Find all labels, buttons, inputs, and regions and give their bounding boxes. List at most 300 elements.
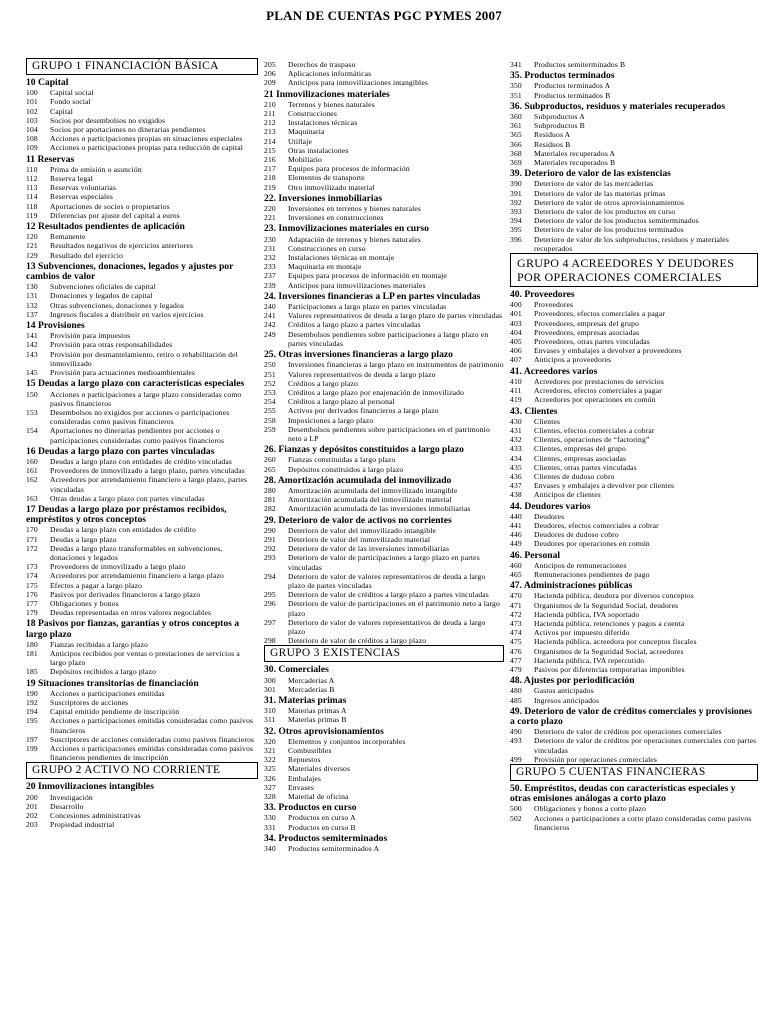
account-item (26, 599, 258, 608)
account-name: Hacienda pública, IVA repercutido (534, 655, 645, 665)
account-item (264, 737, 504, 746)
account-item (26, 202, 258, 211)
account-code: 171 (26, 534, 38, 544)
account-name: Subproductos B (534, 121, 585, 131)
account-item (510, 727, 758, 736)
account-code: 153 (26, 407, 38, 417)
account-item (510, 60, 758, 69)
account-item (26, 811, 258, 820)
account-name: Deterioro de valor de los productos terminados (534, 225, 684, 235)
account-item (510, 512, 758, 521)
account-item (510, 130, 758, 139)
account-code: 141 (26, 331, 38, 341)
account-code: 490 (510, 727, 522, 737)
account-code: 109 (26, 143, 38, 153)
account-code: 350 (510, 81, 522, 91)
account-item (510, 112, 758, 121)
account-code: 113 (26, 183, 38, 193)
account-name: Capital (50, 106, 73, 116)
account-item (510, 637, 758, 646)
account-name: Productos semiterminados B (534, 60, 626, 69)
account-name: Participaciones a largo plazo en partes vinculadas (288, 302, 447, 312)
account-heading: 25. Otras inversiones financieras a largo plazo (264, 349, 453, 361)
account-code: 369 (510, 158, 522, 168)
account-code: 137 (26, 309, 38, 319)
account-code: 485 (510, 695, 522, 705)
account-code: 177 (26, 598, 38, 608)
account-item (26, 590, 258, 599)
account-name: Repuestos (288, 755, 321, 765)
account-item (26, 581, 258, 590)
account-name: Reservas especiales (50, 192, 113, 202)
account-name: Deterioro de valor de créditos por operaciones comerciales con partes vinculadas (534, 736, 757, 755)
account-name: Organismos de la Seguridad Social, deudores (534, 600, 679, 610)
account-code: 214 (264, 136, 276, 146)
account-code: 232 (264, 253, 276, 263)
account-code: 185 (26, 667, 38, 677)
account-heading: 11 Reservas (26, 153, 75, 165)
account-code: 441 (510, 520, 522, 530)
account-code: 330 (264, 813, 276, 823)
account-name: Deterioro de valor de las inversiones inmobiliarias (288, 544, 450, 554)
account-code: 310 (264, 706, 276, 716)
account-item (26, 457, 258, 466)
account-name: Suscriptores de acciones (50, 698, 129, 707)
account-code: 327 (264, 782, 276, 792)
account-name: Subvenciones oficiales de capital (50, 282, 156, 292)
account-name: Obligaciones y bonos a corto plazo (534, 804, 647, 814)
account-name: Deterioro de valor de otros aprovisionamientos (534, 197, 685, 207)
account-name: Deterioro de valor de los productos en curso (534, 207, 676, 217)
account-item (264, 535, 504, 544)
account-name: Activos por derivados financieros a largo plazo (288, 406, 439, 416)
account-item (264, 465, 504, 474)
account-heading: 43. Clientes (510, 405, 558, 417)
account-name: Deudores, efectos comerciales a cobrar (534, 520, 659, 530)
account-name: Productos en curso A (288, 813, 356, 823)
account-name: Desarrollo (50, 801, 84, 811)
account-name: Productos en curso B (288, 822, 356, 832)
account-heading: 49. Deterioro de valor de créditos comerciales y provisiones a corto plazo (510, 705, 753, 727)
account-code: 474 (510, 628, 522, 638)
account-code: 195 (26, 716, 38, 726)
account-code: 476 (510, 646, 522, 656)
account-name: Hacienda pública, deudora por diversos conceptos (534, 591, 694, 601)
account-code: 265 (264, 464, 276, 474)
account-code: 209 (264, 78, 276, 88)
account-code: 405 (510, 337, 522, 347)
account-name: Otras subvenciones, donaciones y legados (50, 300, 185, 310)
account-name: Investigación (50, 792, 93, 802)
account-item (510, 81, 758, 90)
account-name: Hacienda pública, retenciones y pagos a cuenta (534, 618, 685, 628)
account-name: Obligaciones y bonos (50, 598, 119, 608)
account-heading: 15 Deudas a largo plazo con características especiales (26, 378, 245, 390)
account-item (26, 211, 258, 220)
account-item (264, 330, 504, 348)
account-item (264, 281, 504, 290)
account-heading: 22. Inversiones inmobiliarias (264, 192, 383, 204)
account-code: 251 (264, 369, 276, 379)
account-name: Materiales recuperados B (534, 158, 616, 168)
account-code: 502 (510, 813, 522, 823)
account-code: 200 (26, 792, 38, 802)
account-code: 129 (26, 250, 38, 260)
account-code: 325 (264, 764, 276, 774)
account-name: Envases y embalajes a devolver por clientes (534, 481, 675, 491)
account-item (264, 406, 504, 415)
account-item (510, 179, 758, 188)
account-name: Ingresos fiscales a distribuir en varios ejercicios (50, 309, 204, 319)
account-heading: 23. Inmovilizaciones materiales en curso (264, 223, 429, 235)
account-code: 395 (510, 225, 522, 235)
account-code: 118 (26, 201, 38, 211)
account-item (264, 572, 504, 590)
account-code: 230 (264, 234, 276, 244)
account-code: 295 (264, 590, 276, 600)
account-code: 172 (26, 543, 38, 553)
account-code: 431 (510, 425, 522, 435)
account-item (26, 426, 258, 444)
account-name: Efectos a pagar a largo plazo (50, 580, 143, 590)
account-name: Provisión por operaciones comerciales (534, 754, 658, 764)
account-code: 294 (264, 571, 276, 581)
account-name: Reservas voluntarias (50, 183, 117, 193)
account-name: Anticipos a proveedores (534, 355, 612, 365)
account-item (510, 656, 758, 665)
account-item (264, 204, 504, 213)
account-item (26, 134, 258, 143)
account-name: Concesiones administrativas (50, 811, 141, 821)
account-code: 215 (264, 145, 276, 155)
account-item (26, 232, 258, 241)
account-item (510, 530, 758, 539)
account-code: 311 (264, 715, 276, 725)
account-item (26, 310, 258, 319)
account-item (510, 561, 758, 570)
account-name: Otras deudas a largo plazo con partes vinculadas (50, 493, 205, 503)
account-item (26, 368, 258, 377)
account-code: 142 (26, 340, 38, 350)
account-name: Materias primas B (288, 715, 347, 725)
account-code: 321 (264, 746, 276, 756)
account-item (510, 300, 758, 309)
account-code: 281 (264, 495, 276, 505)
account-name: Depósitos constituidos a largo plazo (288, 464, 404, 474)
account-item (264, 320, 504, 329)
account-code: 239 (264, 280, 276, 290)
account-heading: 20 Inmovilizaciones intangibles (26, 781, 154, 793)
account-item (26, 667, 258, 676)
account-code: 206 (264, 69, 276, 79)
account-item (264, 173, 504, 182)
account-heading: 35. Productos terminados (510, 70, 615, 82)
account-code: 500 (510, 804, 522, 814)
account-item (264, 504, 504, 513)
account-item (264, 774, 504, 783)
account-name: Resultado del ejercicio (50, 250, 124, 260)
account-item (264, 271, 504, 280)
account-item (264, 486, 504, 495)
account-item (264, 244, 504, 253)
account-name: Acciones o participaciones a corto plazo consideradas como pasivos financieros (534, 813, 752, 832)
account-name: Deudas a largo plazo transformables en subvenciones, donaciones y legados (50, 543, 223, 562)
account-name: Desembolsos pendientes sobre participaciones a largo plazo en partes vinculadas (288, 329, 489, 348)
account-item (510, 755, 758, 764)
account-item (26, 116, 258, 125)
account-item (264, 676, 504, 685)
account-item (264, 706, 504, 715)
account-name: Equipos para procesos de información en montaje (288, 271, 447, 281)
account-name: Materiales recuperados A (534, 148, 616, 158)
account-item (510, 435, 758, 444)
account-name: Productos terminados A (534, 81, 611, 91)
account-code: 477 (510, 655, 522, 665)
account-name: Acciones o participaciones emitidas (50, 688, 165, 698)
account-item (510, 198, 758, 207)
account-name: Reserva legal (50, 174, 94, 184)
account-code: 175 (26, 580, 38, 590)
account-item (510, 355, 758, 364)
account-item (264, 155, 504, 164)
group-heading: GRUPO 4 ACREEDORES Y DEUDORES POR OPERACIONES COMERCIALES (510, 253, 758, 287)
account-item (264, 127, 504, 136)
account-code: 291 (264, 534, 276, 544)
account-item (264, 544, 504, 553)
account-item (510, 647, 758, 656)
group-heading: GRUPO 5 CUENTAS FINANCIERAS (510, 764, 758, 781)
account-item (264, 137, 504, 146)
account-heading: 50. Empréstitos, deudas con características especiales y otras emisiones análogas a corto plazo (510, 783, 736, 805)
account-heading: 34. Productos semiterminados (264, 832, 388, 844)
account-name: Provisión para impuestos (50, 331, 131, 341)
column-1 (26, 58, 258, 829)
account-item (510, 696, 758, 705)
account-code: 160 (26, 456, 38, 466)
account-name: Acciones o participaciones emitidas consideradas como pasivos financieros (50, 716, 254, 735)
account-code: 390 (510, 179, 522, 189)
account-item (26, 88, 258, 97)
account-heading: 17 Deudas a largo plazo por préstamos recibidos, empréstitos y otros conceptos (26, 503, 227, 526)
account-name: Otras instalaciones (288, 145, 349, 155)
account-code: 446 (510, 530, 522, 540)
account-name: Proveedores de inmovilizado a largo plazo (50, 562, 186, 572)
account-item (510, 804, 758, 813)
account-item (510, 472, 758, 481)
account-name: Provisión para otras responsabilidades (50, 340, 173, 350)
account-item (510, 665, 758, 674)
account-item (26, 793, 258, 802)
account-item (26, 735, 258, 744)
account-code: 260 (264, 455, 276, 465)
account-code: 121 (26, 241, 38, 251)
account-name: Instalaciones técnicas en montaje (288, 253, 395, 263)
account-code: 396 (510, 234, 522, 244)
account-item (510, 610, 758, 619)
account-name: Acreedores por operaciones en común (534, 395, 656, 405)
account-code: 460 (510, 560, 522, 570)
account-code: 341 (510, 60, 522, 69)
account-name: Instalaciones técnicas (288, 118, 358, 128)
account-code: 473 (510, 618, 522, 628)
account-code: 296 (264, 599, 276, 609)
account-code: 259 (264, 424, 276, 434)
account-name: Deterioro de valor de créditos por operaciones comerciales (534, 727, 722, 737)
account-name: Créditos a largo plazo por enajenación de inmovilizado (288, 387, 465, 397)
account-code: 440 (510, 511, 522, 521)
account-code: 143 (26, 349, 38, 359)
account-code: 145 (26, 368, 38, 378)
account-name: Socios por aportaciones no dinerarias pendientes (50, 125, 206, 135)
account-item (510, 309, 758, 318)
account-name: Mercaderías A (288, 675, 335, 685)
account-code: 297 (264, 617, 276, 627)
account-item (264, 526, 504, 535)
account-code: 280 (264, 485, 276, 495)
account-name: Mercaderías B (288, 684, 335, 694)
account-item (26, 340, 258, 349)
account-code: 437 (510, 481, 522, 491)
account-item (264, 844, 504, 853)
account-name: Créditos a largo plazo (288, 378, 359, 388)
account-code: 240 (264, 302, 276, 312)
account-name: Inversiones financieras a largo plazo en instrumentos de patrimonio (288, 360, 504, 370)
account-item (264, 109, 504, 118)
account-code: 331 (264, 822, 276, 832)
account-name: Deterioro de valor de participaciones a largo plazo en partes vinculadas (288, 553, 480, 572)
account-item (264, 553, 504, 571)
account-code: 211 (264, 109, 276, 119)
account-heading: 28. Amortización acumulada del inmovilizado (264, 474, 452, 486)
account-item (510, 216, 758, 225)
account-code: 254 (264, 397, 276, 407)
account-item (26, 649, 258, 667)
account-name: Depósitos recibidos a largo plazo (50, 667, 157, 677)
account-heading: 36. Subproductos, residuos y materiales recuperados (510, 100, 726, 112)
account-item (264, 311, 504, 320)
account-code: 219 (264, 182, 276, 192)
account-item (510, 539, 758, 548)
account-item (510, 235, 758, 253)
account-code: 120 (26, 232, 38, 242)
account-name: Desembolsos no exigidos por acciones o participaciones consideradas como pasivos financieros (50, 407, 230, 427)
account-heading: 29. Deterioro de valor de activos no corrientes (264, 514, 452, 526)
account-item (26, 282, 258, 291)
account-code: 179 (26, 608, 38, 618)
account-name: Inversiones en terrenos y bienes naturales (288, 204, 422, 214)
account-item (264, 590, 504, 599)
account-name: Deterioro de valor de las materias primas (534, 188, 666, 198)
account-heading: 31. Materias primas (264, 695, 347, 706)
account-code: 340 (264, 844, 276, 854)
account-item (264, 618, 504, 636)
account-code: 480 (510, 686, 522, 696)
account-name: Construcciones (288, 109, 337, 119)
account-item (510, 225, 758, 234)
account-item (510, 426, 758, 435)
account-item (510, 736, 758, 754)
account-item (264, 755, 504, 764)
account-item (510, 570, 758, 579)
account-code: 434 (510, 453, 522, 463)
account-name: Gastos anticipados (534, 686, 594, 696)
account-name: Elementos y conjuntos incorporables (288, 736, 406, 746)
account-item (26, 350, 258, 368)
account-code: 475 (510, 637, 522, 647)
account-item (264, 416, 504, 425)
account-name: Acciones o participaciones propias para reducción de capital (50, 143, 244, 153)
account-item (26, 535, 258, 544)
account-name: Imposiciones a largo plazo (288, 415, 374, 425)
account-code: 472 (510, 609, 522, 619)
account-name: Propiedad industrial (50, 820, 115, 830)
account-code: 293 (264, 553, 276, 563)
account-name: Proveedores, empresas del grupo (534, 318, 640, 328)
account-code: 407 (510, 355, 522, 365)
account-name: Proveedores de inmovilizado a largo plazo, partes vinculadas (50, 466, 245, 476)
account-name: Aportaciones no dinerarias pendientes por acciones o participaciones consideradas como pasivos financieros (50, 426, 225, 445)
account-item (26, 707, 258, 716)
account-code: 114 (26, 192, 38, 202)
account-item (264, 235, 504, 244)
account-code: 410 (510, 376, 522, 386)
account-item (510, 189, 758, 198)
account-heading: 14 Provisiones (26, 320, 85, 332)
account-item (510, 521, 758, 530)
account-code: 326 (264, 773, 276, 783)
account-item (26, 183, 258, 192)
account-item (264, 685, 504, 694)
account-heading: 33. Productos en curso (264, 802, 357, 814)
account-name: Fondo social (50, 97, 91, 107)
account-heading: 26. Fianzas y depósitos constituidos a largo plazo (264, 444, 464, 456)
account-item (26, 820, 258, 829)
account-code: 493 (510, 736, 522, 746)
account-name: Remuneraciones pendientes de pago (534, 569, 650, 579)
account-item (264, 792, 504, 801)
account-item (264, 379, 504, 388)
account-item (26, 802, 258, 811)
account-name: Créditos a largo plazo al personal (288, 397, 395, 407)
account-item (26, 744, 258, 762)
account-name: Acciones o participaciones a largo plazo consideradas como pasivos financieros (50, 389, 242, 408)
account-item (264, 746, 504, 755)
account-code: 217 (264, 164, 276, 174)
account-item (26, 107, 258, 116)
account-name: Pasivos por diferencias temporarias imponibles (534, 664, 685, 674)
account-name: Prima de emisión o asunción (50, 164, 142, 174)
account-heading: 41. Acreedores varios (510, 365, 598, 377)
account-name: Subproductos A (534, 112, 585, 122)
account-code: 216 (264, 155, 276, 165)
account-item (26, 165, 258, 174)
account-name: Acciones o participaciones propias en situaciones especiales (50, 134, 243, 144)
account-name: Donaciones y legados de capital (50, 291, 153, 301)
account-code: 132 (26, 300, 38, 310)
account-code: 150 (26, 389, 38, 399)
account-name: Valores representativos de deuda a largo plazo (288, 369, 436, 379)
account-name: Deterioro de valor de créditos a largo plazo a partes vinculadas (288, 590, 489, 600)
account-name: Anticipos de remuneraciones (534, 560, 627, 570)
account-item (510, 395, 758, 404)
account-item (264, 164, 504, 173)
account-name: Utillaje (288, 136, 312, 146)
account-name: Proveedores, otras partes vinculadas (534, 337, 650, 347)
account-item (264, 636, 504, 645)
account-heading: 10 Capital (26, 77, 69, 88)
account-code: 435 (510, 462, 522, 472)
account-heading: 21 Inmovilizaciones materiales (264, 88, 390, 100)
